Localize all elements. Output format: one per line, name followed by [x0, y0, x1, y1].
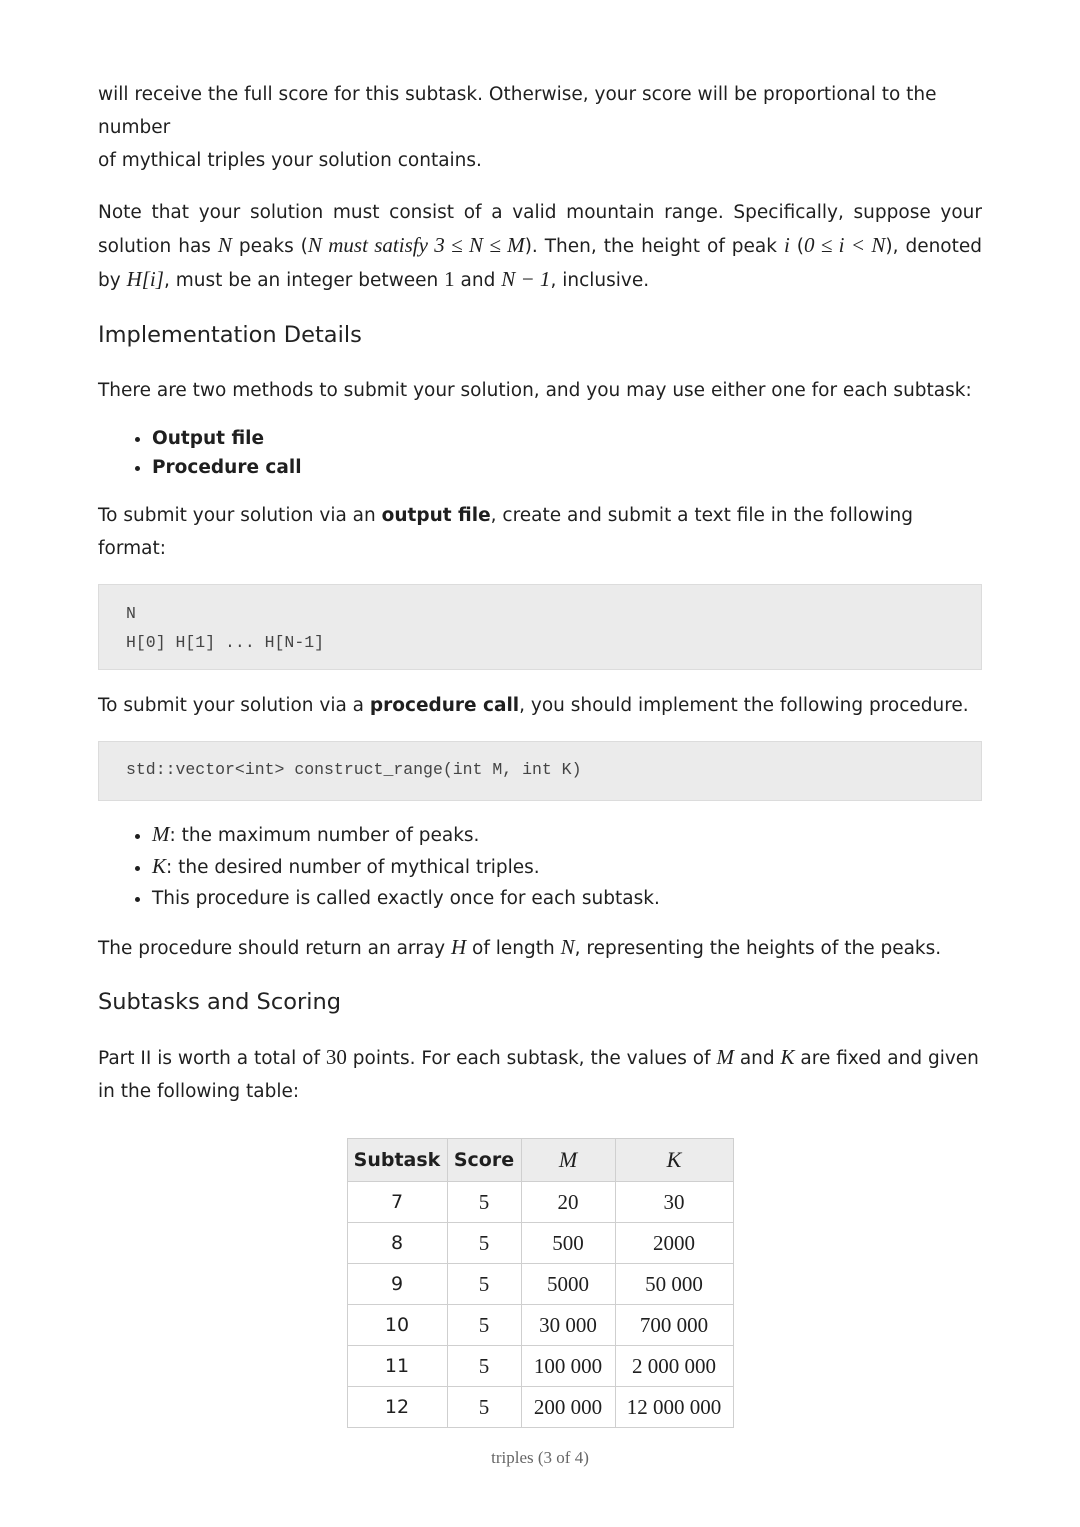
table-row — [347, 1223, 733, 1264]
parameter-list — [98, 819, 982, 914]
math-points: 30 — [325, 1045, 347, 1069]
paragraph-text: , representing the heights of the peaks. — [574, 938, 942, 959]
intro-paragraph — [98, 78, 982, 177]
method-item: • Procedure call — [152, 453, 982, 482]
math-m: M — [716, 1045, 734, 1069]
table-row — [347, 1182, 733, 1223]
cell-m: 30 000 — [521, 1305, 615, 1346]
subtasks-heading: Subtasks and Scoring — [98, 989, 342, 1015]
note-text: , inclusive. — [550, 270, 650, 291]
table-row — [347, 1387, 733, 1428]
note-paragraph — [98, 196, 982, 297]
implementation-heading: Implementation Details — [98, 322, 362, 348]
output-file-code-block: N H[0] H[1] ... H[N-1] — [98, 584, 982, 670]
note-text: peaks ( — [231, 236, 308, 257]
paragraph-text: and — [733, 1048, 781, 1069]
cell-subtask: 10 — [347, 1305, 447, 1346]
math-one: 1 — [444, 267, 455, 291]
method-item: • Output file — [152, 424, 982, 453]
note-text: ). Then, the height of peak — [524, 236, 784, 257]
paragraph-text: are fixed and given in the following table: — [98, 1048, 979, 1102]
paragraph-text: The procedure should return an array — [98, 938, 451, 959]
procedure-call-paragraph — [98, 689, 982, 722]
header-k: K — [615, 1139, 733, 1182]
header-m: M — [521, 1139, 615, 1182]
page-footer: triples (3 of 4) — [491, 1448, 589, 1467]
paragraph-text: of length — [466, 938, 561, 959]
cell-m: 100 000 — [521, 1346, 615, 1387]
math-h-i: H[i] — [126, 267, 164, 291]
parameter-item-m — [152, 819, 982, 851]
note-text: , must be an integer between — [163, 270, 445, 291]
subtasks-table — [347, 1138, 734, 1428]
implementation-intro: There are two methods to submit your solution, and you may use either one for each subtask: — [98, 380, 972, 401]
methods-list — [98, 424, 982, 482]
subtasks-paragraph — [98, 1041, 982, 1108]
paragraph-text: , you should implement the following procedure. — [519, 695, 969, 716]
cell-k: 700 000 — [615, 1305, 733, 1346]
math-m: M — [152, 822, 170, 846]
note-text: ( — [789, 236, 804, 257]
parameter-desc: : the desired number of mythical triples. — [166, 857, 540, 878]
cell-k: 2000 — [615, 1223, 733, 1264]
return-paragraph — [98, 931, 982, 965]
table-row — [347, 1346, 733, 1387]
cell-k: 2 000 000 — [615, 1346, 733, 1387]
cell-score: 5 — [447, 1305, 521, 1346]
header-score: Score — [447, 1139, 521, 1182]
cell-subtask: 12 — [347, 1387, 447, 1428]
paragraph-text: , create and submit a text file in the following format: — [98, 505, 913, 559]
note-text: ), denoted by — [98, 236, 983, 291]
cell-subtask: 7 — [347, 1182, 447, 1223]
table-header-row — [347, 1139, 733, 1182]
math-i: i — [783, 233, 790, 257]
output-file-paragraph — [98, 499, 982, 565]
parameter-desc: : the maximum number of peaks. — [169, 825, 480, 846]
procedure-signature-code-block: std::vector<int> construct_range(int M, int K) — [98, 741, 982, 801]
table-row — [347, 1305, 733, 1346]
paragraph-text: To submit your solution via an — [98, 505, 382, 526]
note-text: Note that your solution must consist of a valid mountain range. Specifically, suppose your solution has — [98, 202, 982, 257]
paragraph-text: To submit your solution via a — [98, 695, 370, 716]
bold-term: procedure call — [369, 695, 520, 716]
parameter-item-k — [152, 851, 982, 883]
document-page — [98, 78, 982, 1428]
math-n: N — [560, 935, 575, 959]
math-n-condition: N must satisfy 3 ≤ N ≤ M — [307, 233, 525, 257]
parameter-item-note: • This procedure is called exactly once for each subtask. — [152, 883, 982, 914]
cell-score: 5 — [447, 1346, 521, 1387]
cell-k: 50 000 — [615, 1264, 733, 1305]
cell-k: 12 000 000 — [615, 1387, 733, 1428]
cell-subtask: 9 — [347, 1264, 447, 1305]
bold-term: output file — [381, 505, 491, 526]
cell-m: 20 — [521, 1182, 615, 1223]
cell-score: 5 — [447, 1387, 521, 1428]
cell-k: 30 — [615, 1182, 733, 1223]
math-h: H — [450, 935, 467, 959]
table-row — [347, 1264, 733, 1305]
cell-score: 5 — [447, 1264, 521, 1305]
intro-line-1: will receive the full score for this subtask. Otherwise, your score will be proportional to the number — [98, 84, 937, 138]
math-i-range: 0 ≤ i < N — [803, 233, 886, 257]
cell-subtask: 11 — [347, 1346, 447, 1387]
cell-m: 500 — [521, 1223, 615, 1264]
cell-m: 5000 — [521, 1264, 615, 1305]
math-n-minus-one: N − 1 — [501, 267, 551, 291]
paragraph-text: Part II is worth a total of — [98, 1048, 326, 1069]
math-k: K — [152, 854, 167, 878]
paragraph-text: points. For each subtask, the values of — [346, 1048, 717, 1069]
math-n: N — [217, 233, 232, 257]
note-text: and — [454, 270, 502, 291]
header-subtask: Subtask — [347, 1139, 447, 1182]
intro-line-2: of mythical triples your solution contains. — [98, 150, 482, 171]
cell-score: 5 — [447, 1182, 521, 1223]
math-k: K — [780, 1045, 795, 1069]
cell-score: 5 — [447, 1223, 521, 1264]
cell-m: 200 000 — [521, 1387, 615, 1428]
cell-subtask: 8 — [347, 1223, 447, 1264]
